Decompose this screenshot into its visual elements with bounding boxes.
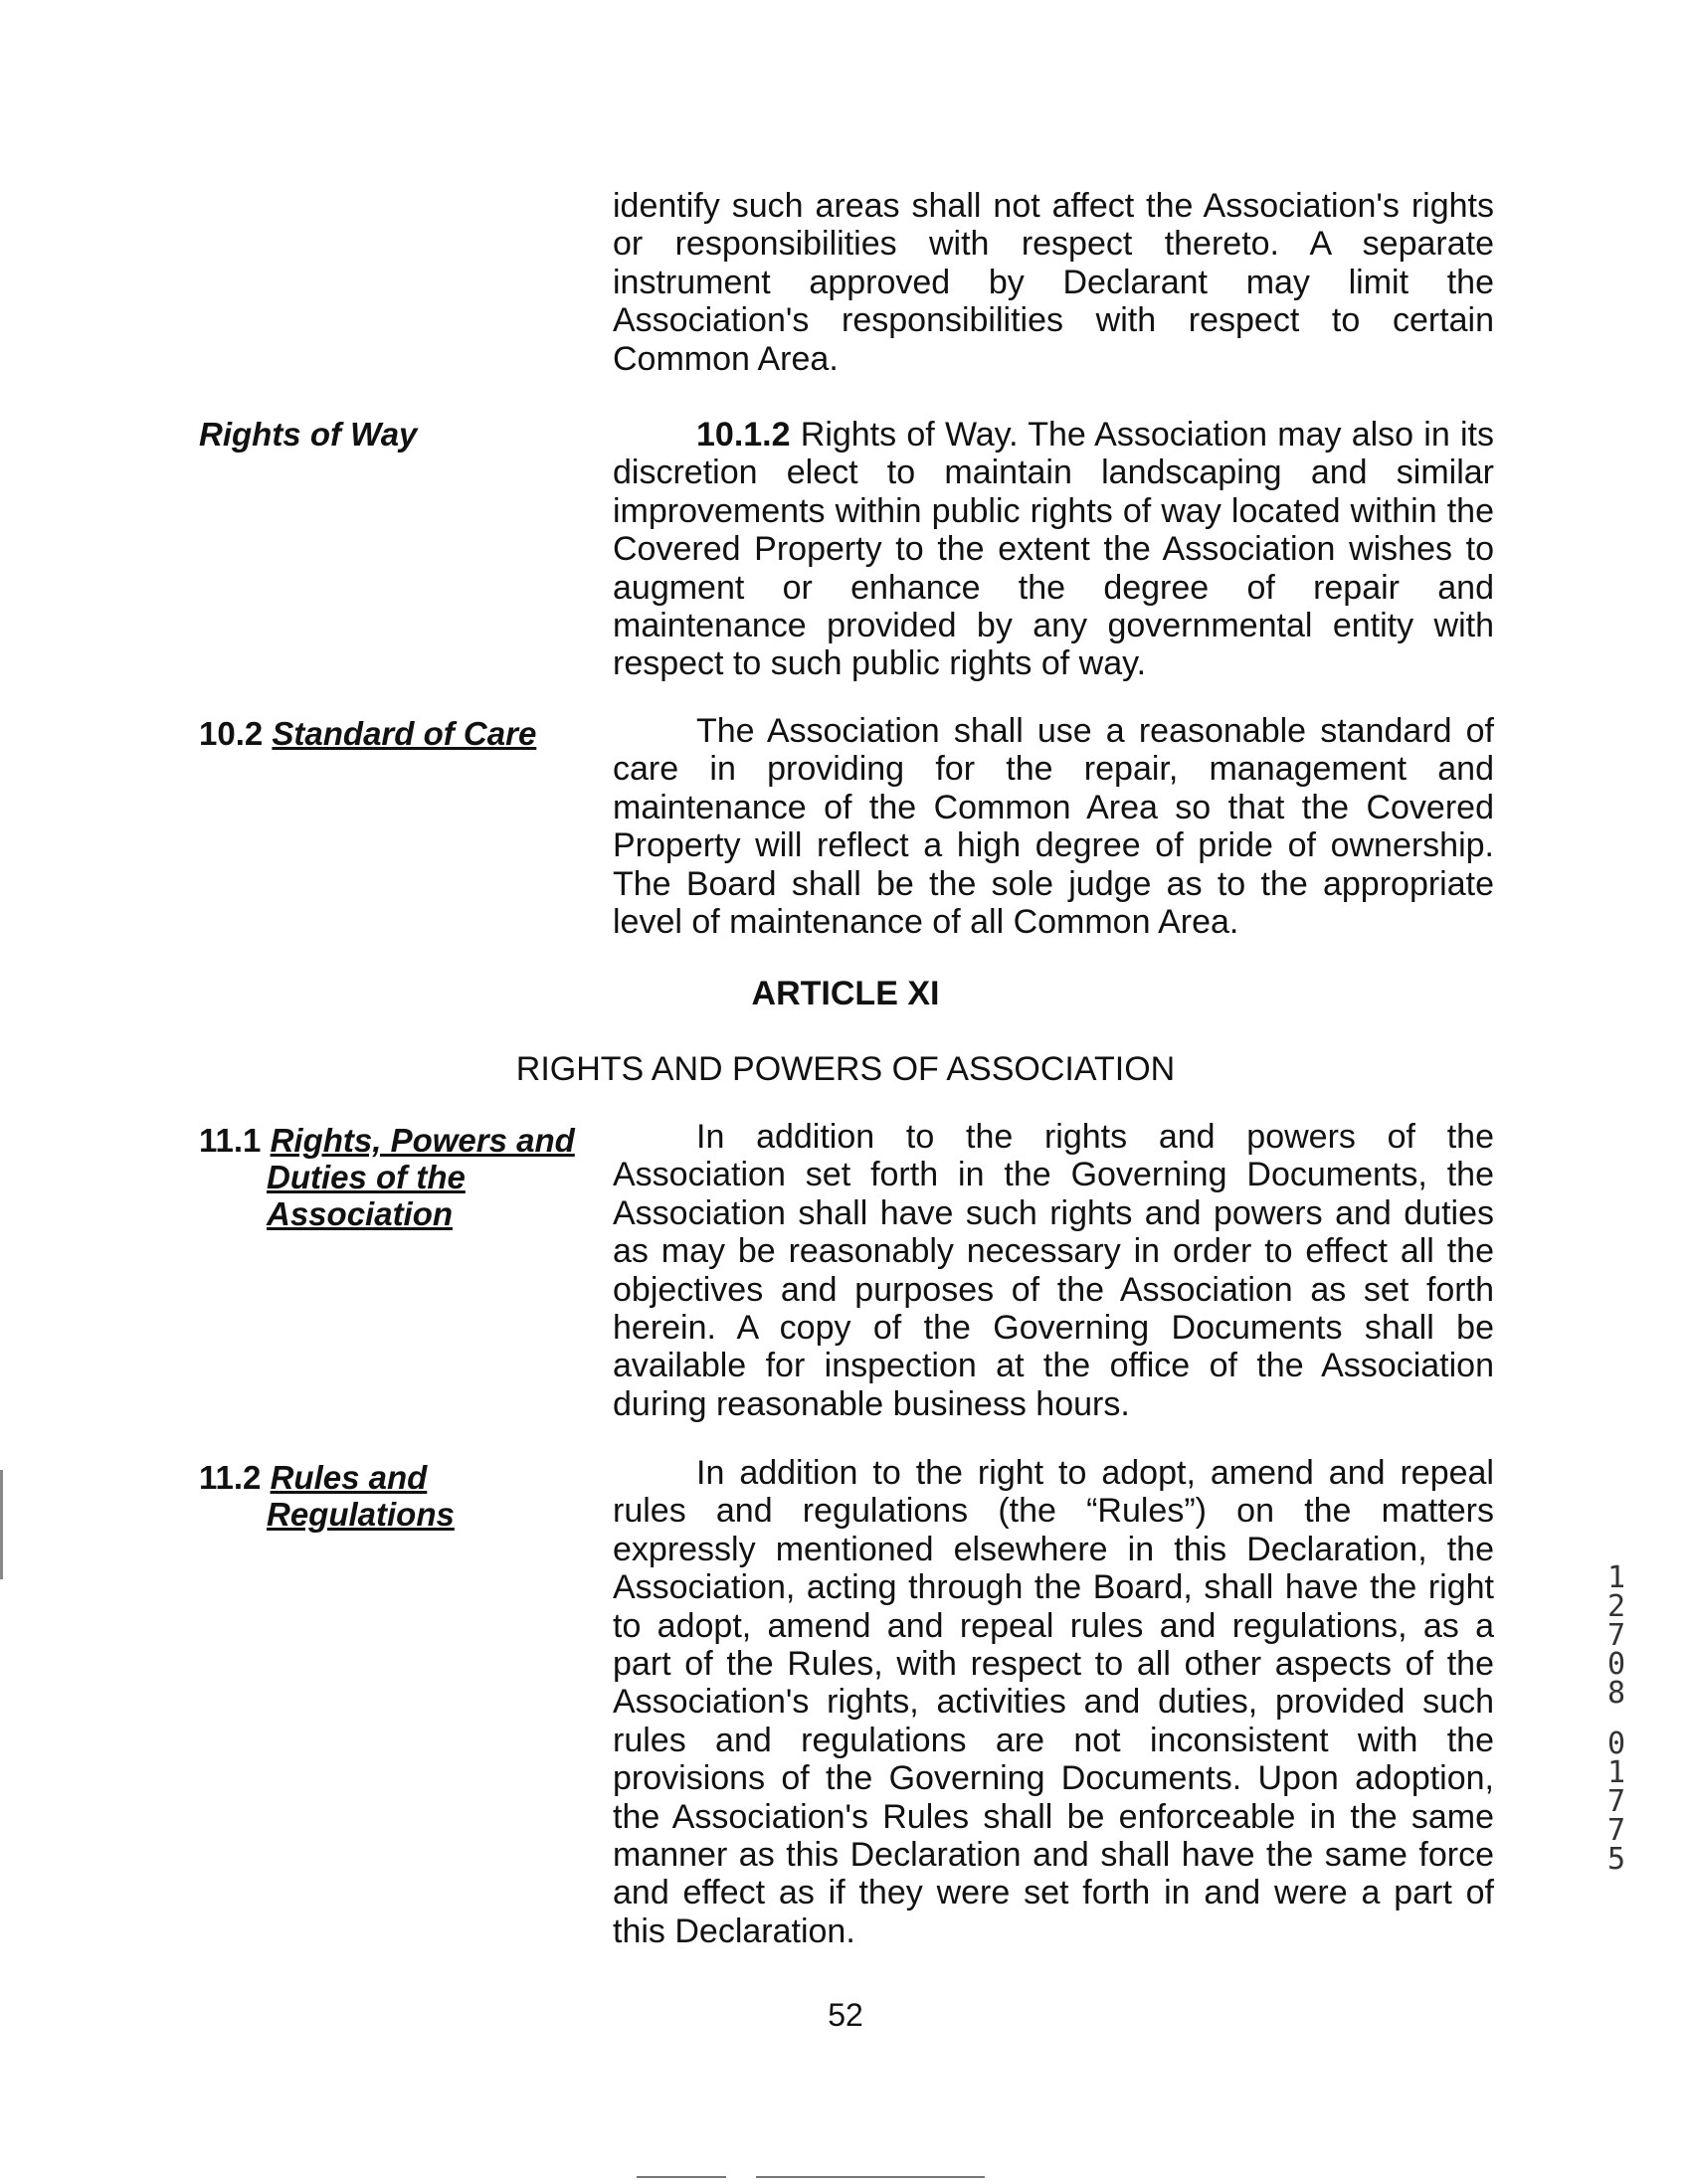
stamp-digit: 1: [1606, 1560, 1626, 1595]
article-subheading: RIGHTS AND POWERS OF ASSOCIATION: [515, 1050, 1176, 1088]
paragraph-11-2: In addition to the right to adopt, amend and repeal rules and regulations (the “Rules”) on the matters expressly mentioned elsewhere in this Declaration, the Association, acting through the Board, shall have the right to adopt, amend and repeal rules and regulations, as a part of the Rules, with respect to all other aspects of the Association's rights, activities and duties, provided such rules and regulations are not inconsistent with the provisions of the Governing Documents. Upon adoption, the Association's Rules shall be enforceable in the same manner as this Declaration and shall have the same force and effect as if they were set forth in and were a part of this Declaration.: [613, 1454, 1494, 1950]
scan-bottom-mark: [756, 2176, 985, 2178]
section-title-rules-line-2: Regulations: [267, 1496, 455, 1533]
recording-stamp: [1601, 1560, 1631, 1877]
article-heading: ARTICLE XI: [751, 975, 940, 1012]
page-number: 52: [828, 1997, 863, 2033]
paragraph-10-1-2: [613, 416, 1494, 683]
section-number-11-1: 11.1: [199, 1122, 262, 1159]
section-title-line-1: Rights, Powers and: [270, 1122, 575, 1159]
paragraph-10-2: The Association shall use a reasonable standard of care in providing for the repair, management and maintenance of the Common Area so that the Covered Property will reflect a high degree of pride of ownership. The Board shall be the sole judge as to the appropriate level of maintenance of all Common Area.: [613, 712, 1494, 942]
section-number-10-2: 10.2: [199, 715, 264, 752]
section-number-10-1-2: 10.1.2: [696, 416, 791, 454]
stamp-digit: 7: [1606, 1784, 1626, 1819]
stamp-digit: 5: [1606, 1842, 1626, 1877]
stamp-digit: 7: [1606, 1618, 1626, 1653]
side-heading-10-2: [199, 715, 536, 752]
scan-bottom-mark: [637, 2176, 726, 2178]
scan-edge-mark: [0, 1470, 3, 1579]
section-title-line-2: Duties of the: [267, 1159, 466, 1195]
section-title-rules-line-1: Rules and: [270, 1459, 428, 1496]
continuation-paragraph: identify such areas shall not affect the Association's rights or responsibilities with respect thereto. A separate instrument approved by Declarant may limit the Association's responsibilities with respect to certain Common Area.: [613, 187, 1494, 378]
stamp-digit: 0: [1606, 1727, 1626, 1761]
stamp-digit: 7: [1606, 1813, 1626, 1848]
stamp-digit: 2: [1606, 1589, 1626, 1624]
stamp-digit: 1: [1606, 1755, 1626, 1790]
section-number-11-2: 11.2: [199, 1459, 262, 1496]
side-heading-rights-of-way: Rights of Way: [199, 416, 418, 453]
stamp-digit: 8: [1606, 1676, 1626, 1711]
stamp-digit: 0: [1606, 1647, 1626, 1682]
section-title-line-3: Association: [267, 1195, 454, 1232]
paragraph-11-1: In addition to the rights and powers of the Association set forth in the Governing Documents, the Association shall have such rights and powers and duties as may be reasonably necessary in order to effect all the objectives and purposes of the Association as set forth herein. A copy of the Governing Documents shall be available for inspection at the office of the Association during reasonable business hours.: [613, 1118, 1494, 1423]
side-heading-11-1: [199, 1122, 575, 1232]
paragraph-10-1-2-text: Rights of Way. The Association may also in its discretion elect to maintain landscaping and similar improvements within public rights of way located within the Covered Property to the extent the Association wishes to augment or enhance the degree of repair and maintenance provided by any governmental entity with respect to such public rights of way.: [613, 416, 1494, 683]
section-title-standard-of-care: Standard of Care: [272, 715, 537, 752]
side-heading-11-2: [199, 1459, 455, 1533]
